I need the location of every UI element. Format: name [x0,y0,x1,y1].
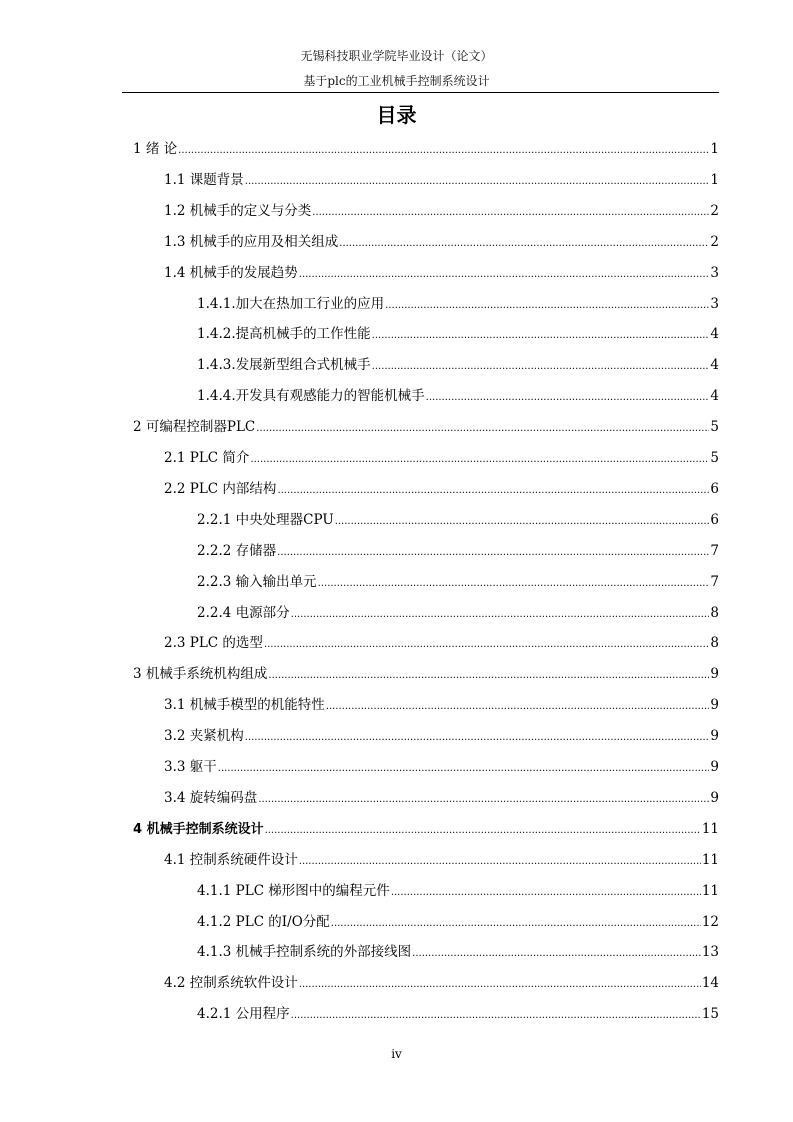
document-header-school: 无锡科技职业学院毕业设计（论文） [300,49,493,63]
toc-entry-page: 14 [701,975,719,991]
toc-leader-dots [277,544,709,562]
toc-entry-page: 5 [710,450,719,466]
toc-leader-dots [258,791,709,809]
toc-entry-page: 9 [710,759,719,775]
toc-entry-page: 11 [701,821,719,837]
toc-entry-page: 9 [710,790,719,806]
toc-leader-dots [312,204,709,222]
toc-entry-page: 6 [710,512,719,528]
toc-entry-label: 2.2.1 中央处理器CPU [197,512,334,528]
toc-entry-label: 2.1 PLC 简介 [164,450,250,466]
toc-entry-label: 1.4.4.开发具有观感能力的智能机械手 [197,388,425,404]
toc-entry-page: 11 [701,883,719,899]
toc-leader-dots [265,822,701,840]
toc-entry-page: 5 [710,419,719,435]
toc-entry-page: 7 [710,574,719,590]
toc-entry[interactable] [164,974,719,992]
toc-entry[interactable] [164,202,719,220]
toc-entry-label: 4.1.1 PLC 梯形图中的编程元件 [197,883,390,899]
toc-entry-label: 1.4 机械手的发展趋势 [164,265,298,281]
header-rule [122,92,719,93]
toc-entry-label: 4.2.1 公用程序 [197,1006,290,1022]
toc-entry-page: 7 [710,543,719,559]
toc-leader-dots [318,575,710,593]
toc-entry[interactable] [197,913,719,931]
toc-entry[interactable] [197,542,719,560]
toc-leader-dots [391,884,701,902]
toc-entry-page: 4 [710,326,719,342]
toc-entry[interactable] [133,140,719,158]
toc-leader-dots [268,667,709,685]
toc-entry-label: 3.2 夹紧机构 [164,728,244,744]
toc-entry-page: 6 [710,481,719,497]
toc-entry-label: 4.2 控制系统软件设计 [164,975,298,991]
toc-entry-label: 4.1.3 机械手控制系统的外部接线图 [197,944,412,960]
toc-entry-page: 1 [710,172,719,188]
toc-entry[interactable] [197,943,719,961]
toc-entry[interactable] [197,511,719,529]
toc-entry-label: 2.2 PLC 内部结构 [164,481,277,497]
toc-entry-page: 8 [710,605,719,621]
toc-entry[interactable] [197,356,719,374]
toc-leader-dots [339,235,709,253]
toc-title: 目录 [376,103,417,127]
toc-entry-page: 1 [710,141,719,157]
toc-leader-dots [245,729,710,747]
toc-entry-label: 2.2.2 存储器 [197,543,277,559]
toc-leader-dots [250,451,709,469]
toc-entry-page: 2 [710,203,719,219]
toc-entry-label: 4 机械手控制系统设计 [133,822,264,837]
toc-entry[interactable] [133,820,719,838]
toc-leader-dots [299,976,701,994]
toc-leader-dots [291,606,710,624]
toc-leader-dots [331,915,701,933]
toc-entry-page: 3 [710,265,719,281]
toc-leader-dots [218,760,710,778]
toc-entry[interactable] [164,449,719,467]
toc-leader-dots [245,173,710,191]
toc-entry[interactable] [164,758,719,776]
toc-leader-dots [299,266,710,284]
toc-entry-label: 4.1 控制系统硬件设计 [164,852,298,868]
toc-entry-page: 11 [701,852,719,868]
toc-leader-dots [372,327,710,345]
toc-entry-label: 2.3 PLC 的选型 [164,635,263,651]
document-header-thesis-title: 基于plc的工业机械手控制系统设计 [303,74,490,88]
toc-leader-dots [299,853,701,871]
toc-entry[interactable] [197,295,719,313]
toc-entry-page: 4 [710,388,719,404]
toc-leader-dots [412,945,701,963]
toc-entry-label: 1.2 机械手的定义与分类 [164,203,312,219]
toc-entry[interactable] [164,727,719,745]
toc-entry[interactable] [164,264,719,282]
toc-entry[interactable] [197,1005,719,1023]
toc-entry-page: 12 [701,914,719,930]
toc-entry-label: 3.3 躯干 [164,759,217,775]
toc-leader-dots [426,389,710,407]
toc-leader-dots [335,513,710,531]
toc-entry[interactable] [197,387,719,405]
toc-entry-page: 2 [710,234,719,250]
toc-entry[interactable] [164,789,719,807]
toc-entry-label: 1.4.3.发展新型组合式机械手 [197,357,371,373]
toc-entry[interactable] [164,634,719,652]
toc-entry[interactable] [197,573,719,591]
toc-entry-label: 1 绪 论 [133,141,178,157]
toc-leader-dots [372,358,710,376]
toc-entry-label: 1.4.2.提高机械手的工作性能 [197,326,371,342]
toc-leader-dots [326,698,710,716]
toc-entry-label: 1.4.1.加大在热加工行业的应用 [197,296,385,312]
toc-entry-page: 9 [710,728,719,744]
toc-entry-label: 2.2.3 输入输出单元 [197,574,317,590]
toc-entry-label: 3 机械手系统机构组成 [133,666,268,682]
toc-entry-label: 1.3 机械手的应用及相关组成 [164,234,339,250]
toc-entry[interactable] [164,171,719,189]
toc-entry[interactable] [164,851,719,869]
toc-leader-dots [178,142,709,160]
toc-entry[interactable] [164,480,719,498]
toc-entry-label: 2 可编程控制器PLC [133,419,256,435]
toc-entry-label: 3.1 机械手模型的机能特性 [164,697,325,713]
toc-leader-dots [291,1007,701,1025]
toc-leader-dots [264,636,709,654]
toc-entry-label: 2.2.4 电源部分 [197,605,290,621]
toc-entry-page: 15 [701,1006,719,1022]
toc-entry-label: 1.1 课题背景 [164,172,244,188]
toc-entry-page: 3 [710,296,719,312]
toc-entry[interactable] [197,325,719,343]
toc-entry-page: 4 [710,357,719,373]
footer-page-number: iv [391,1047,402,1061]
toc-entry[interactable] [164,233,719,251]
toc-entry[interactable] [133,418,719,436]
toc-entry-label: 4.1.2 PLC 的I/O分配 [197,914,330,930]
toc-leader-dots [256,420,709,438]
toc-leader-dots [385,297,709,315]
toc-entry-page: 13 [701,944,719,960]
toc-entry[interactable] [197,882,719,900]
toc-entry-page: 9 [710,666,719,682]
toc-entry-page: 8 [710,635,719,651]
toc-entry[interactable] [133,665,719,683]
toc-entry-page: 9 [710,697,719,713]
toc-entry-label: 3.4 旋转编码盘 [164,790,258,806]
toc-leader-dots [277,482,709,500]
toc-entry[interactable] [197,604,719,622]
toc-entry[interactable] [164,696,719,714]
